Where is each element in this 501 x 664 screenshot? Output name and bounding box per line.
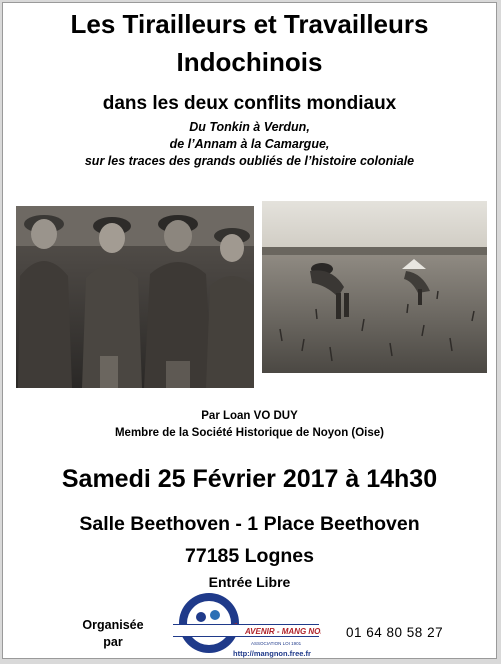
poster-title-line1: Les Tirailleurs et Travailleurs [70, 9, 429, 39]
entry-note: Entrée Libre [208, 574, 291, 590]
author-name: Par Loan VO DUY [201, 410, 298, 422]
author-affiliation: Membre de la Société Historique de Noyon (Oise) [114, 427, 385, 439]
poster-subtitle: dans les deux conflits mondiaux [102, 93, 397, 114]
contact-phone: 01 64 80 58 27 [346, 625, 444, 640]
organiser-label [81, 617, 145, 651]
rice-field-photo [262, 201, 487, 373]
event-date: Samedi 25 Février 2017 à 14h30 [61, 465, 438, 493]
logo-name: AVENIR - MANG NON [245, 627, 321, 636]
tagline-line3: sur les traces des grands oubliés de l’histoire coloniale [84, 154, 415, 168]
logo-url: http://mangnon.free.fr [233, 649, 311, 658]
poster-title-line2: Indochinois [176, 47, 323, 77]
soldiers-photo [16, 206, 254, 388]
organiser-label-line2: par [103, 635, 123, 649]
tagline-line1: Du Tonkin à Verdun, [189, 120, 310, 134]
association-logo [171, 593, 321, 659]
rice-field-photo-image [262, 201, 487, 373]
logo-sub: ASSOCIATION LOI 1901 [251, 641, 302, 646]
association-logo-graphic [171, 593, 321, 659]
event-poster [2, 2, 497, 659]
tagline-line2: de l’Annam à la Camargue, [169, 137, 330, 151]
organiser-label-line1: Organisée [82, 618, 144, 632]
soldiers-photo-image [16, 206, 254, 388]
venue-address: Salle Beethoven - 1 Place Beethoven [79, 513, 420, 535]
venue-city: 77185 Lognes [185, 545, 314, 567]
